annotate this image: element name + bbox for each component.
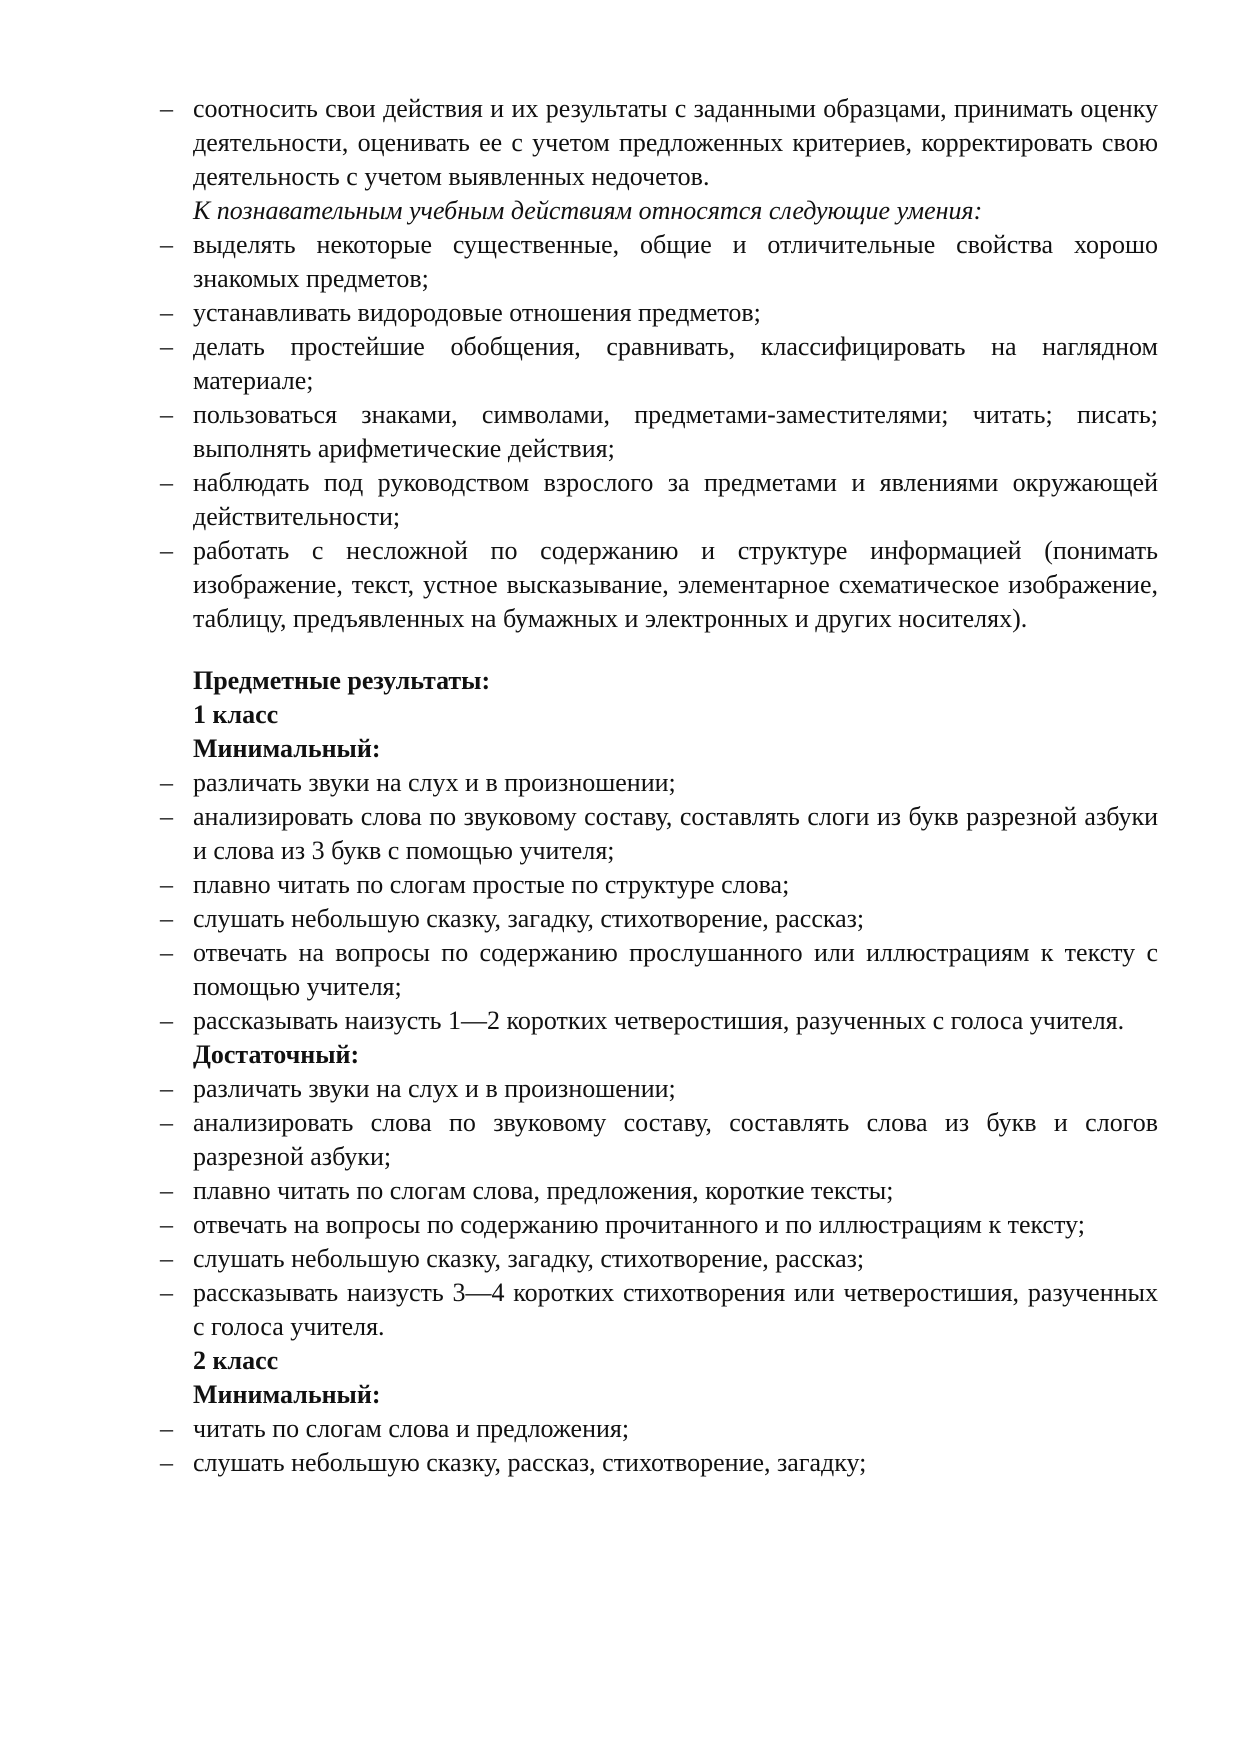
list-item: – плавно читать по слогам слова, предложения, короткие тексты; [160,1174,1158,1208]
list-item: – различать звуки на слух и в произношении; [160,766,1158,800]
list-item: – рассказывать наизусть 3—4 коротких стихотворения или четверостишия, разученных с голоса учителя. [160,1278,1158,1341]
list-item: – различать звуки на слух и в произношении; [160,1072,1158,1106]
level-heading: Минимальный: [193,734,381,763]
document-page [160,92,1158,1480]
spacer [160,636,1158,664]
dash-bullet: – [160,332,173,361]
grade-heading: 1 класс [193,700,279,729]
dash-bullet: – [160,904,173,933]
dash-bullet: – [160,1414,173,1443]
dash-bullet: – [160,94,173,123]
dash-bullet: – [160,870,173,899]
dash-bullet: – [160,230,173,259]
cognitive-intro: К познавательным учебным действиям относятся следующие умения: [193,196,983,225]
dash-bullet: – [160,1278,173,1307]
list-item: – работать с несложной по содержанию и структуре информацией (понимать изображение, текст, устное высказывание, элементарное схематическое изображение, таблицу, предъявленных на бумажных и электронных и других носителях). [160,536,1158,633]
dash-bullet: – [160,1244,173,1273]
list-item: – читать по слогам слова и предложения; [160,1412,1158,1446]
dash-bullet: – [160,1006,173,1035]
list-item: – отвечать на вопросы по содержанию прослушанного или иллюстрациям к тексту с помощью учителя; [160,938,1158,1001]
dash-bullet: – [160,1176,173,1205]
list-item: – рассказывать наизусть 1—2 коротких четверостишия, разученных с голоса учителя. [160,1004,1158,1038]
dash-bullet: – [160,400,173,429]
list-item: – слушать небольшую сказку, загадку, стихотворение, рассказ; [160,1242,1158,1276]
dash-bullet: – [160,1108,173,1137]
list-item: – устанавливать видородовые отношения предметов; [160,296,1158,330]
dash-bullet: – [160,1210,173,1239]
list-item: – анализировать слова по звуковому составу, составлять слова из букв и слогов разрезной азбуки; [160,1108,1158,1171]
list-item: – слушать небольшую сказку, загадку, стихотворение, рассказ; [160,902,1158,936]
list-item: – наблюдать под руководством взрослого за предметами и явлениями окружающей действительности; [160,468,1158,531]
dash-bullet: – [160,768,173,797]
grade-heading: 2 класс [193,1346,279,1375]
dash-bullet: – [160,536,173,565]
dash-bullet: – [160,802,173,831]
list-item: – соотносить свои действия и их результаты с заданными образцами, принимать оценку деятельности, оценивать ее с учетом предложенных критериев, корректировать свою деятельность с учетом выявленных недочетов. [160,94,1158,191]
list-item: – пользоваться знаками, символами, предметами-заместителями; читать; писать; выполнять арифметические действия; [160,400,1158,463]
level-heading: Достаточный: [193,1040,360,1069]
dash-bullet: – [160,1074,173,1103]
list-item: – делать простейшие обобщения, сравнивать, классифицировать на наглядном материале; [160,332,1158,395]
list-item: – анализировать слова по звуковому составу, составлять слоги из букв разрезной азбуки и слова из 3 букв с помощью учителя; [160,802,1158,865]
section-heading: Предметные результаты: [193,666,491,695]
dash-bullet: – [160,468,173,497]
level-heading: Минимальный: [193,1380,381,1409]
dash-bullet: – [160,1448,173,1477]
list-item: – выделять некоторые существенные, общие и отличительные свойства хорошо знакомых предметов; [160,230,1158,293]
list-item: – плавно читать по слогам простые по структуре слова; [160,868,1158,902]
dash-bullet: – [160,938,173,967]
list-item: – отвечать на вопросы по содержанию прочитанного и по иллюстрациям к тексту; [160,1208,1158,1242]
dash-bullet: – [160,298,173,327]
list-item: – слушать небольшую сказку, рассказ, стихотворение, загадку; [160,1446,1158,1480]
